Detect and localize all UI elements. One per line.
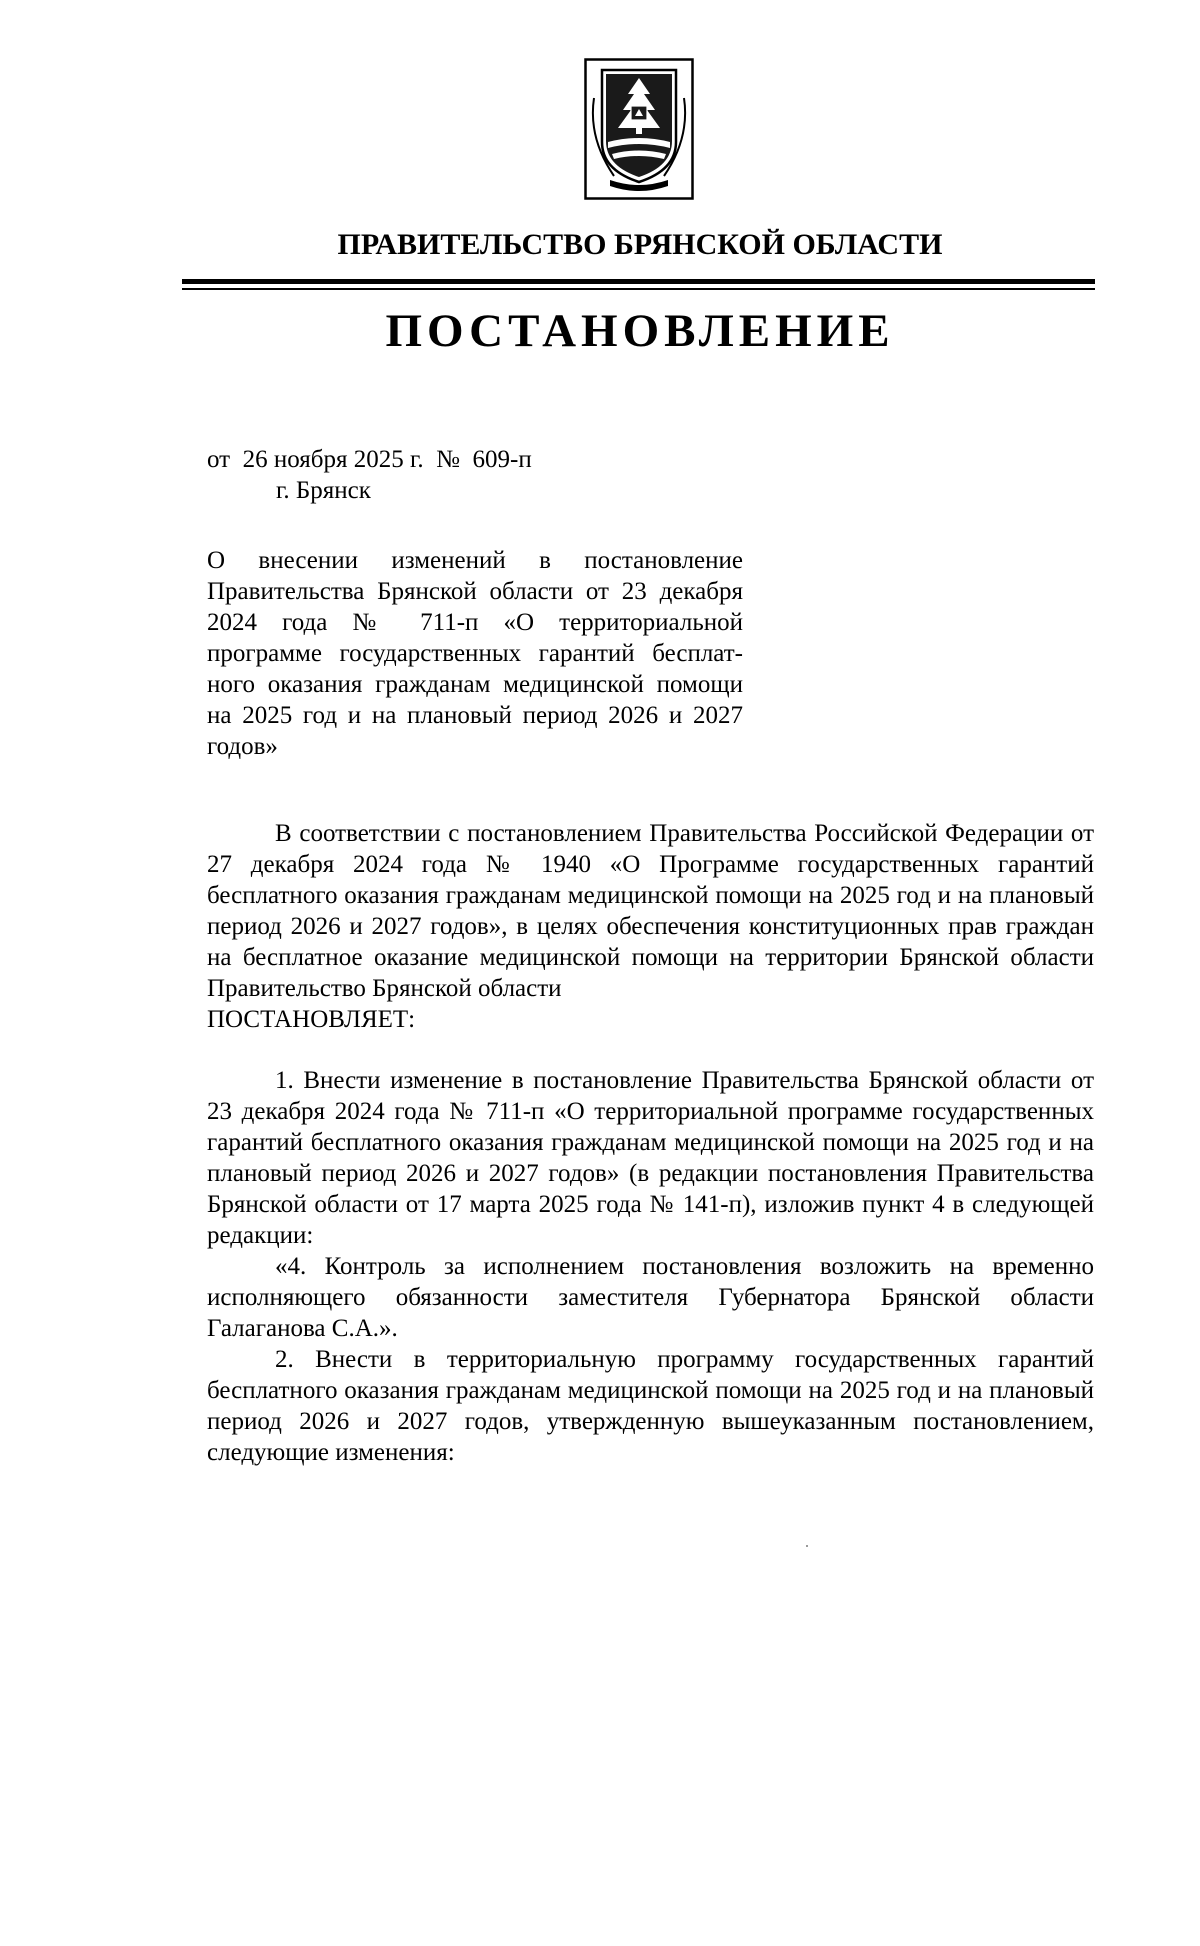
header-divider-thin bbox=[182, 288, 1095, 290]
preamble-paragraph: В соответствии с постановлением Правительства Российской Федерации от 27 декабря 2024 года № 1940 «О Программе государственных гарантий бесплатного оказания гражданам медицинской помощи на 2025 год и на плановый период 2026 и 2027 годов», в целях обеспечения конституционных прав граждан на бесплатное оказание медицинской помощи на территории Брянской области Правительство Брянской области bbox=[207, 820, 1094, 1002]
decree-items bbox=[207, 1065, 1094, 1468]
decree-item-1: 1. Внести изменение в постановление Правительства Брянской области от 23 декабря 2024 года № 711-п «О территориальной программе государственных гарантий бесплатного оказания гражданам медицинской помощи на 2025 год и на плановый период 2026 и 2027 годов» (в редакции постановления Правительства Брянской области от 17 марта 2025 года № 141-п), изложив пункт 4 в следующей редакции: bbox=[207, 1067, 1094, 1249]
document-type-title: ПОСТАНОВЛЕНИЕ bbox=[385, 305, 895, 357]
document-city: г. Брянск bbox=[276, 477, 371, 504]
decree-item-2: 2. Внести в территориальную программу государственных гарантий бесплатного оказания гражданам медицинской помощи на 2025 год и на плановый период 2026 и 2027 годов, утвержденную вышеуказанным постановлением, следующие изменения: bbox=[207, 1346, 1094, 1466]
decree-item-1-quote: «4. Контроль за исполнением постановления возложить на временно исполняющего обязанности заместителя Губернатора Брянской области Галаганова С.А.». bbox=[207, 1253, 1094, 1342]
document-subject: О внесении изменений в постановление Правительства Брянской области от 23 декабря 2024 года № 711-п «О территориальной программе государственных гарантий бесплатного оказания гражданам медицинской помощи на 2025 год и на плановый период 2026 и 2027 годов» bbox=[207, 547, 743, 760]
preamble-block bbox=[207, 818, 1094, 1035]
government-name: ПРАВИТЕЛЬСТВО БРЯНСКОЙ ОБЛАСТИ bbox=[337, 228, 943, 261]
header-divider-thick bbox=[182, 279, 1095, 284]
resolves-word: ПОСТАНОВЛЯЕТ: bbox=[207, 1006, 416, 1033]
scan-artifact bbox=[806, 1545, 808, 1547]
coat-of-arms-icon bbox=[584, 58, 694, 200]
document-date-number: от 26 ноября 2025 г. № 609-п bbox=[207, 446, 532, 473]
